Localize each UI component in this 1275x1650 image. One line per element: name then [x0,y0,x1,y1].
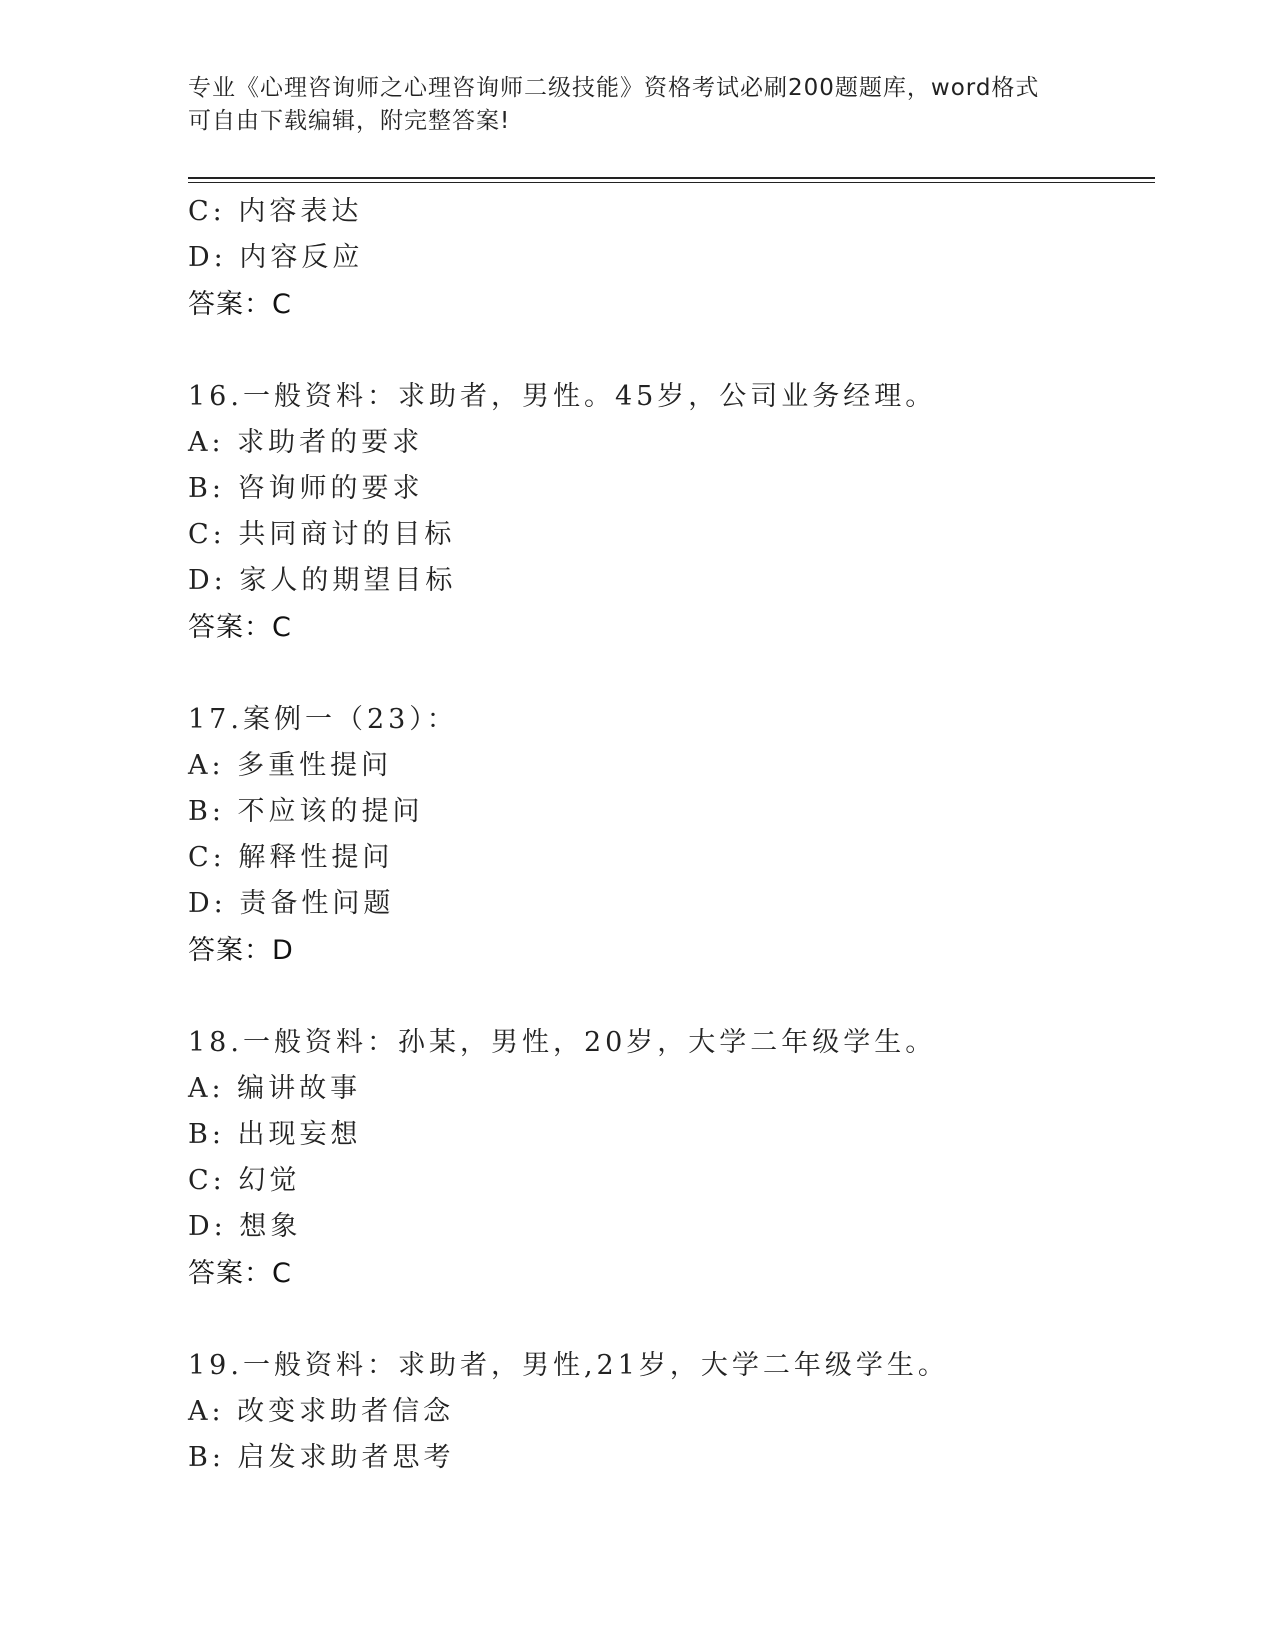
option-d: D: 责备性问题 [188,888,395,919]
spacer [188,328,1148,374]
answer-line: 答案：C [188,612,292,643]
spacer [188,974,1148,1020]
document-header [188,72,1088,138]
option-d: D: 家人的期望目标 [188,565,457,596]
header-divider-thin [188,182,1155,183]
header-line-2: 可自由下载编辑，附完整答案! [188,108,511,134]
header-divider-thick [188,177,1155,179]
header-line-1: 专业《心理咨询师之心理咨询师二级技能》资格考试必刷200题题库，word格式 [188,75,1040,101]
option-d: D: 想象 [188,1211,302,1242]
option-a: A: 编讲故事 [188,1073,362,1104]
answer-line: 答案：D [188,935,294,966]
question-block-17 [188,697,1148,974]
option-b: B: 不应该的提问 [188,796,424,827]
option-a: A: 改变求助者信念 [188,1396,455,1427]
question-block-15 [188,189,1148,328]
question-text: 18.一般资料：孙某，男性，20岁，大学二年级学生。 [188,1027,937,1058]
option-d: D: 内容反应 [188,242,364,273]
spacer [188,651,1148,697]
option-b: B: 咨询师的要求 [188,473,424,504]
question-list [188,189,1148,1481]
question-block-19 [188,1343,1148,1481]
option-c: C: 幻觉 [188,1165,301,1196]
answer-line: 答案：C [188,289,292,320]
option-c: C: 共同商讨的目标 [188,519,456,550]
question-block-16 [188,374,1148,651]
option-a: A: 求助者的要求 [188,427,424,458]
question-block-18 [188,1020,1148,1297]
question-text: 19.一般资料：求助者，男性,21岁，大学二年级学生。 [188,1350,949,1381]
option-c: C: 内容表达 [188,196,363,227]
answer-line: 答案：C [188,1258,292,1289]
option-a: A: 多重性提问 [188,750,393,781]
spacer [188,1297,1148,1343]
question-text: 16.一般资料：求助者，男性。45岁，公司业务经理。 [188,381,937,412]
question-text: 17.案例一（23）： [188,704,458,735]
option-b: B: 出现妄想 [188,1119,362,1150]
option-b: B: 启发求助者思考 [188,1442,455,1473]
option-c: C: 解释性提问 [188,842,394,873]
